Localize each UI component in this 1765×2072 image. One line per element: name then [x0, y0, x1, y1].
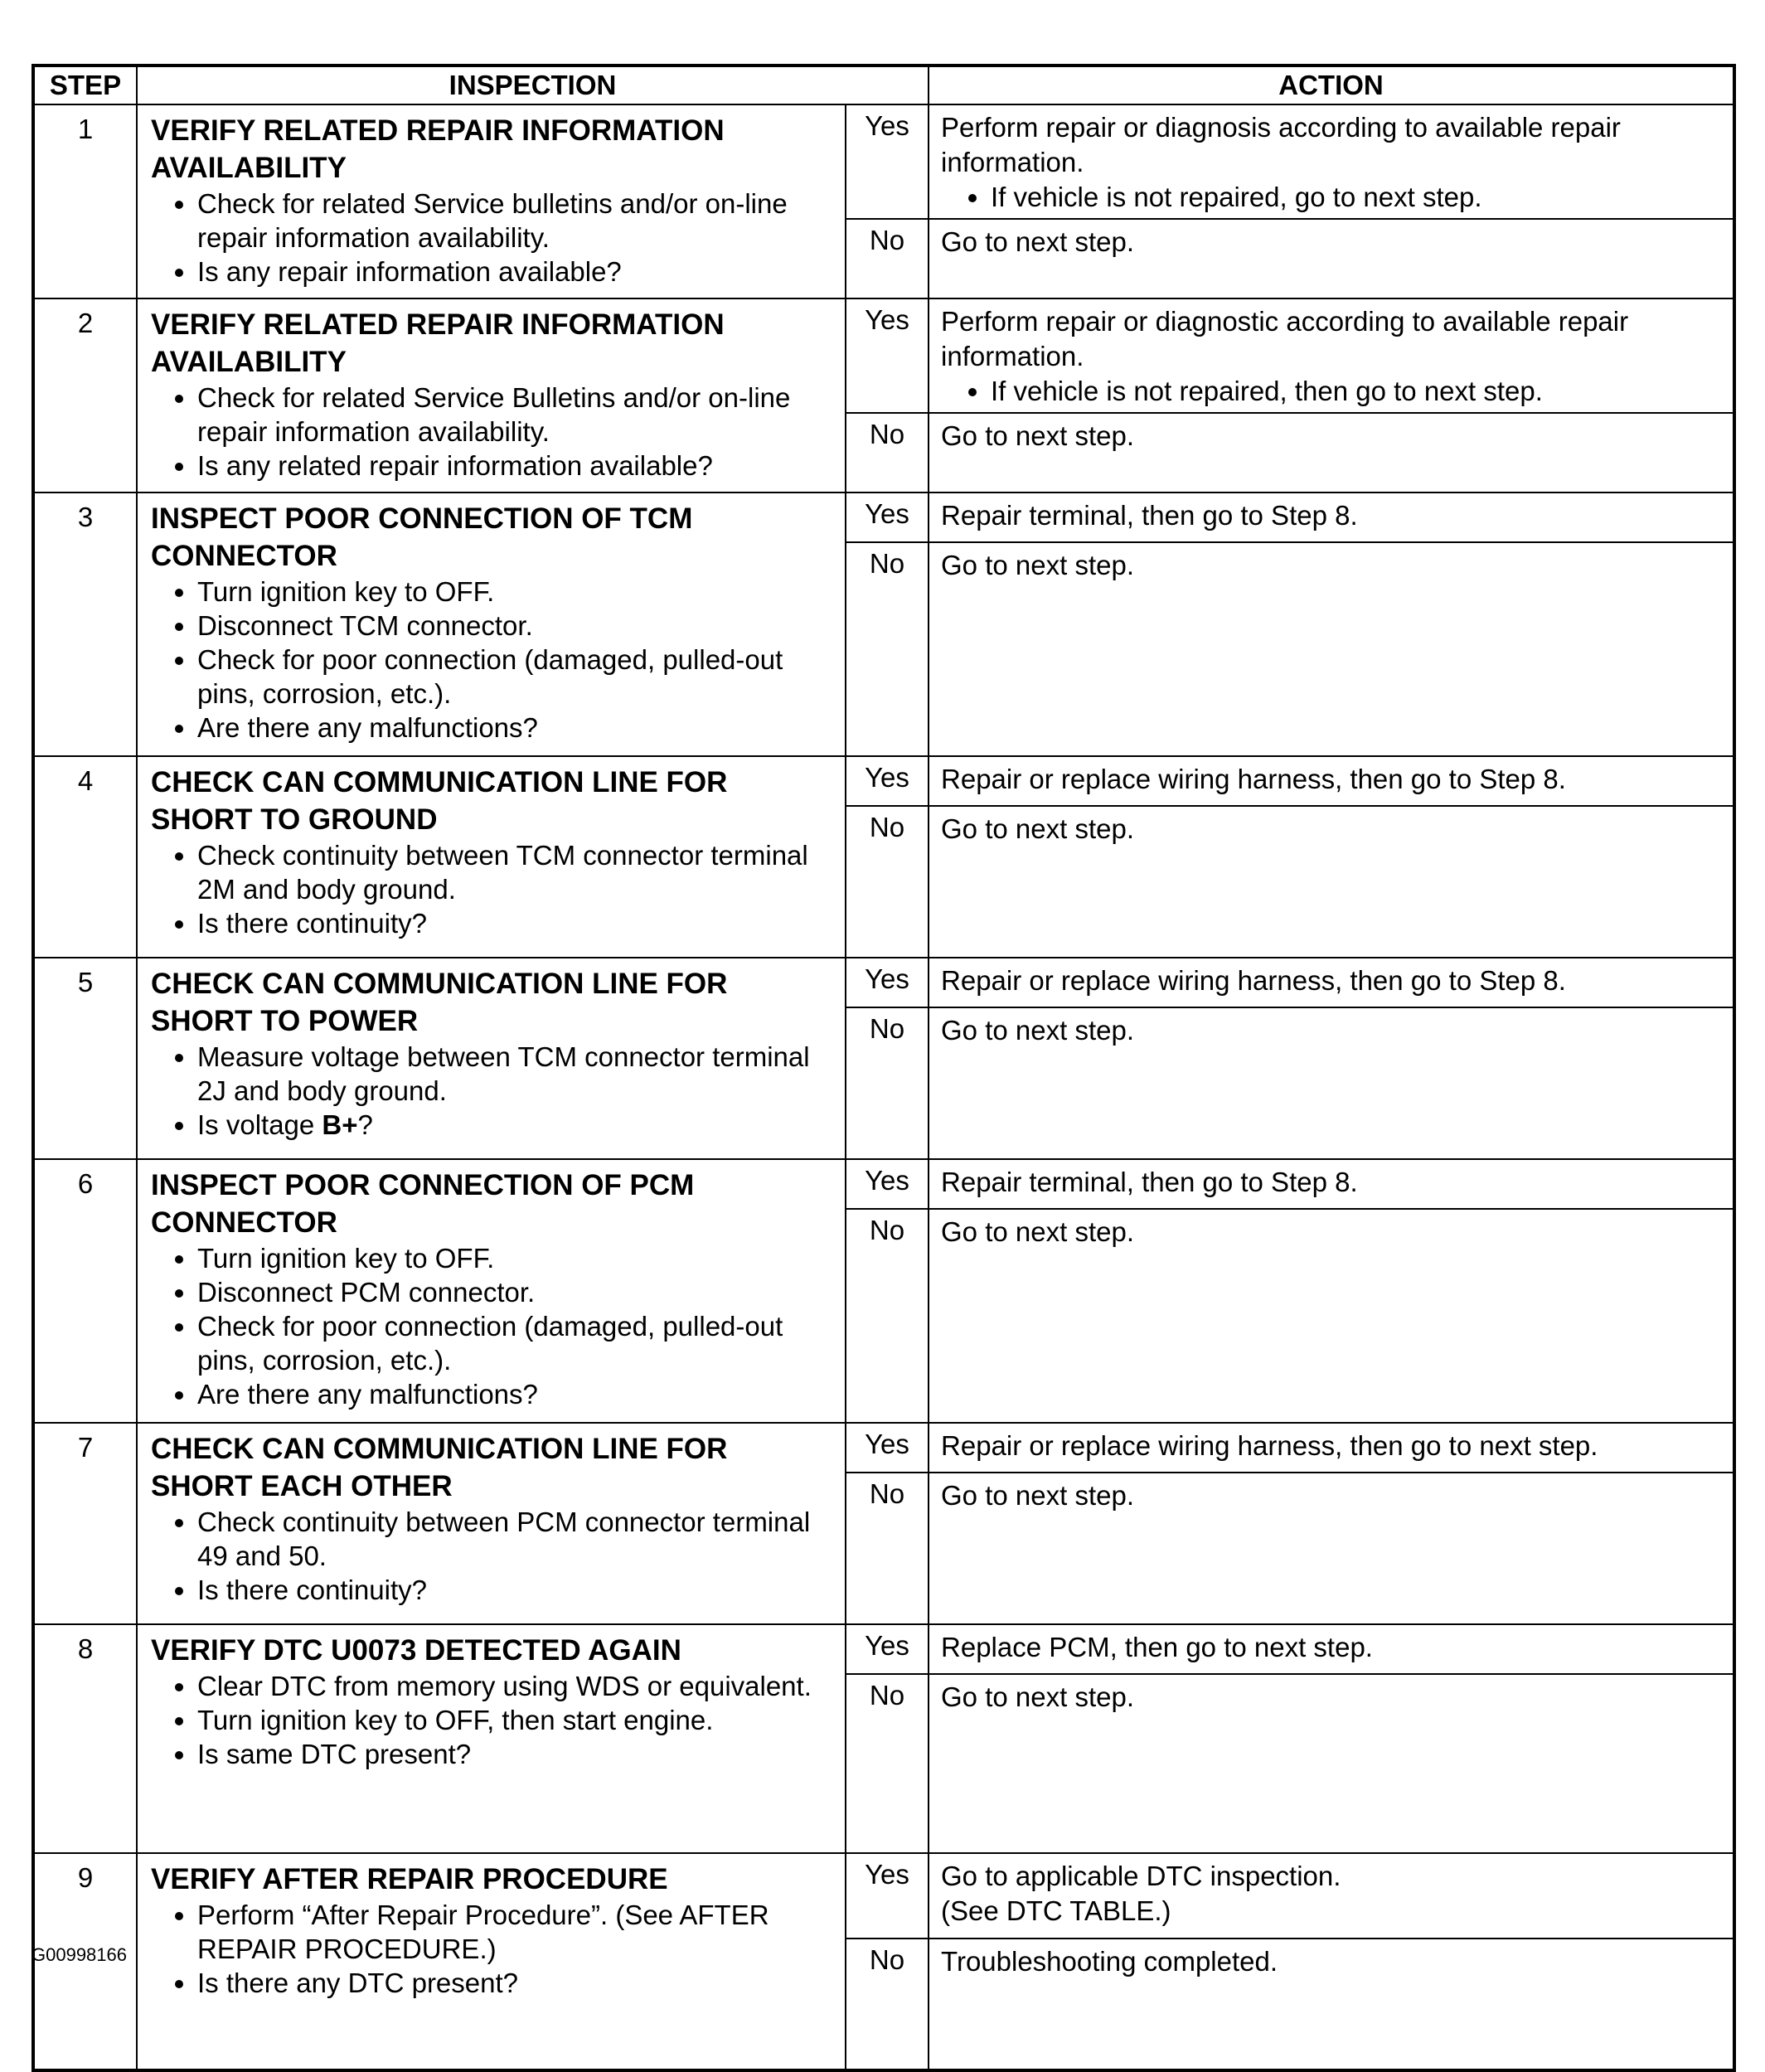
no-action-text: Go to next step. — [941, 1015, 1134, 1046]
inspection-cell — [137, 1853, 846, 2070]
yes-action-text: Perform repair or diagnosis according to available repair information. — [941, 112, 1621, 177]
inspection-title: CHECK CAN COMMUNICATION LINE FOR SHORT EACH OTHER — [151, 1433, 728, 1502]
inspection-title: VERIFY RELATED REPAIR INFORMATION AVAILABILITY — [151, 114, 725, 184]
no-action-cell — [929, 219, 1734, 298]
yes-action-text: Repair terminal, then go to Step 8. — [941, 1167, 1358, 1197]
yes-label: Yes — [846, 1159, 929, 1209]
yes-action-cell — [929, 493, 1734, 542]
yes-action-cell — [929, 756, 1734, 806]
no-action-cell — [929, 1674, 1734, 1853]
yes-label: Yes — [846, 1423, 929, 1473]
inspection-bullet: • Measure voltage between TCM connector terminal 2J and body ground. — [197, 1040, 833, 1108]
inspection-title: VERIFY RELATED REPAIR INFORMATION AVAILABILITY — [151, 308, 725, 378]
step-row — [33, 1423, 1734, 1473]
inspection-bullet: • Check for poor connection (damaged, pulled-out pins, corrosion, etc.). — [197, 643, 833, 711]
step-row — [33, 958, 1734, 1007]
step-number: 2 — [33, 298, 137, 493]
no-action-text: Go to next step. — [941, 226, 1134, 257]
no-action-text: Go to next step. — [941, 550, 1134, 580]
step-number: 5 — [33, 958, 137, 1159]
yes-action-text-2: (See DTC TABLE.) — [941, 1895, 1171, 1926]
no-action-cell — [929, 1939, 1734, 2070]
inspection-bullet: • Is there continuity? — [197, 1573, 833, 1607]
yes-action-text: Perform repair or diagnostic according to available repair information. — [941, 306, 1629, 371]
no-label: No — [846, 413, 929, 493]
inspection-bullet: • Is there any DTC present? — [197, 1966, 833, 2000]
inspection-bullet: • Check for poor connection (damaged, pulled-out pins, corrosion, etc.). — [197, 1309, 833, 1377]
inspection-bullet: • Clear DTC from memory using WDS or equivalent. — [197, 1669, 833, 1703]
no-label: No — [846, 1939, 929, 2070]
inspection-list — [151, 1669, 833, 1771]
yes-label: Yes — [846, 958, 929, 1007]
yes-action-cell — [929, 1423, 1734, 1473]
no-action-cell — [929, 542, 1734, 756]
no-action-text: Go to next step. — [941, 1681, 1134, 1712]
yes-action-cell — [929, 104, 1734, 219]
inspection-bullet: • Check for related Service Bulletins and/or on-line repair information availability. — [197, 381, 833, 449]
yes-action-text: Go to applicable DTC inspection. — [941, 1861, 1341, 1891]
no-label: No — [846, 219, 929, 298]
inspection-bullet: • Turn ignition key to OFF. — [197, 1241, 833, 1275]
header-row — [33, 66, 1734, 104]
step-number: 1 — [33, 104, 137, 298]
step-number: 3 — [33, 493, 137, 756]
table-body — [33, 104, 1734, 2070]
inspection-bullet: • Check continuity between TCM connector terminal 2M and body ground. — [197, 838, 833, 906]
bullet-text-end: ? — [357, 1109, 373, 1140]
yes-action-text: Replace PCM, then go to next step. — [941, 1632, 1373, 1662]
inspection-list — [151, 575, 833, 745]
figure-id: G00998166 — [32, 1944, 127, 1965]
yes-action-cell — [929, 958, 1734, 1007]
no-action-cell — [929, 1209, 1734, 1423]
no-action-text: Go to next step. — [941, 1216, 1134, 1247]
inspection-cell — [137, 756, 846, 958]
step-row — [33, 1853, 1734, 1939]
yes-label: Yes — [846, 1624, 929, 1674]
inspection-title: INSPECT POOR CONNECTION OF TCM CONNECTOR — [151, 502, 693, 572]
inspection-cell — [137, 1423, 846, 1624]
inspection-cell — [137, 958, 846, 1159]
step-number: 6 — [33, 1159, 137, 1423]
no-label: No — [846, 1007, 929, 1159]
no-label: No — [846, 542, 929, 756]
bullet-emphasis: B+ — [322, 1109, 358, 1140]
no-action-cell — [929, 806, 1734, 958]
no-label: No — [846, 1473, 929, 1624]
yes-action-text: Repair terminal, then go to Step 8. — [941, 500, 1358, 531]
yes-action-list — [941, 180, 1724, 215]
inspection-title: CHECK CAN COMMUNICATION LINE FOR SHORT TO POWER — [151, 968, 728, 1037]
inspection-cell — [137, 493, 846, 756]
inspection-title: VERIFY DTC U0073 DETECTED AGAIN — [151, 1634, 681, 1667]
inspection-list — [151, 1040, 833, 1142]
header-action: ACTION — [929, 66, 1734, 104]
inspection-cell — [137, 298, 846, 493]
inspection-bullet: • Disconnect TCM connector. — [197, 609, 833, 643]
no-action-text: Go to next step. — [941, 1480, 1134, 1511]
inspection-list — [151, 1898, 833, 2000]
inspection-list — [151, 1241, 833, 1411]
inspection-cell — [137, 1159, 846, 1423]
yes-action-text: Repair or replace wiring harness, then go to Step 8. — [941, 764, 1566, 794]
yes-action-text: Repair or replace wiring harness, then go to next step. — [941, 1430, 1598, 1461]
diagnostic-procedure-table — [32, 64, 1736, 2072]
inspection-list — [151, 1505, 833, 1607]
step-number: 9 — [33, 1853, 137, 2070]
inspection-bullet: • Is there continuity? — [197, 906, 833, 940]
step-row — [33, 104, 1734, 219]
no-action-cell — [929, 1007, 1734, 1159]
inspection-title: VERIFY AFTER REPAIR PROCEDURE — [151, 1863, 668, 1895]
step-row — [33, 756, 1734, 806]
yes-label: Yes — [846, 1853, 929, 1939]
step-row — [33, 1624, 1734, 1674]
yes-label: Yes — [846, 104, 929, 219]
inspection-bullet: • Turn ignition key to OFF. — [197, 575, 833, 609]
step-row — [33, 298, 1734, 413]
inspection-bullet: • Are there any malfunctions? — [197, 1377, 833, 1411]
inspection-bullet: • Perform “After Repair Procedure”. (See AFTER REPAIR PROCEDURE.) — [197, 1898, 833, 1966]
inspection-title: CHECK CAN COMMUNICATION LINE FOR SHORT TO GROUND — [151, 766, 728, 836]
inspection-bullet: • Are there any malfunctions? — [197, 711, 833, 745]
yes-label: Yes — [846, 493, 929, 542]
no-label: No — [846, 1209, 929, 1423]
inspection-bullet: • Is any related repair information available? — [197, 449, 833, 483]
yes-action-cell — [929, 298, 1734, 413]
yes-action-text: Repair or replace wiring harness, then go to Step 8. — [941, 965, 1566, 996]
inspection-bullet: • Turn ignition key to OFF, then start engine. — [197, 1703, 833, 1737]
inspection-cell — [137, 104, 846, 298]
header-step: STEP — [33, 66, 137, 104]
no-action-text: Go to next step. — [941, 420, 1134, 451]
yes-label: Yes — [846, 756, 929, 806]
inspection-list — [151, 187, 833, 289]
inspection-cell — [137, 1624, 846, 1853]
yes-action-list — [941, 374, 1724, 409]
inspection-bullet: • Disconnect PCM connector. — [197, 1275, 833, 1309]
no-action-cell — [929, 413, 1734, 493]
step-number: 7 — [33, 1423, 137, 1624]
yes-action-bullet: • If vehicle is not repaired, go to next step. — [991, 180, 1724, 215]
inspection-bullet: • Is any repair information available? — [197, 255, 833, 289]
inspection-bullet: • Check continuity between PCM connector terminal 49 and 50. — [197, 1505, 833, 1573]
no-action-cell — [929, 1473, 1734, 1624]
inspection-list — [151, 381, 833, 483]
yes-action-cell — [929, 1853, 1734, 1939]
yes-action-cell — [929, 1159, 1734, 1209]
step-number: 8 — [33, 1624, 137, 1853]
inspection-bullet — [197, 1108, 833, 1142]
step-row — [33, 1159, 1734, 1209]
no-label: No — [846, 1674, 929, 1853]
header-inspection: INSPECTION — [137, 66, 929, 104]
inspection-bullet: • Check for related Service bulletins and/or on-line repair information availability. — [197, 187, 833, 255]
yes-action-bullet: • If vehicle is not repaired, then go to next step. — [991, 374, 1724, 409]
bullet-text: Is voltage — [197, 1109, 322, 1140]
no-action-text: Go to next step. — [941, 813, 1134, 844]
inspection-title: INSPECT POOR CONNECTION OF PCM CONNECTOR — [151, 1169, 695, 1239]
no-action-text: Troubleshooting completed. — [941, 1946, 1278, 1977]
no-label: No — [846, 806, 929, 958]
step-row — [33, 493, 1734, 542]
yes-action-cell — [929, 1624, 1734, 1674]
step-number: 4 — [33, 756, 137, 958]
inspection-list — [151, 838, 833, 940]
yes-label: Yes — [846, 298, 929, 413]
inspection-bullet: • Is same DTC present? — [197, 1737, 833, 1771]
